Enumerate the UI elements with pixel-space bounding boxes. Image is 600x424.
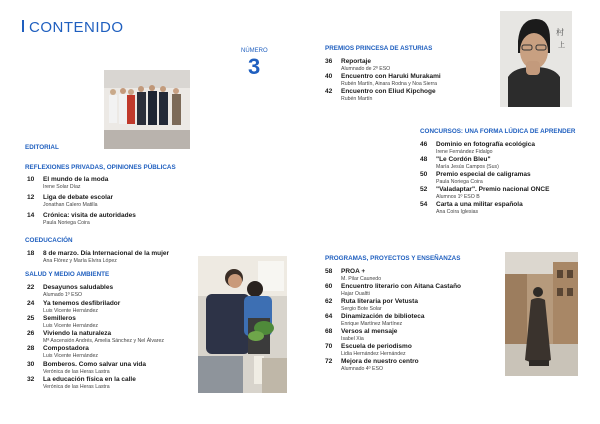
page-title: CONTENIDO	[29, 19, 124, 36]
section-coeducacion: COEDUCACIÓN	[25, 237, 73, 244]
title-rule	[22, 20, 24, 32]
statue-photo	[505, 252, 578, 376]
section-programas: PROGRAMAS, PROYECTOS Y ENSEÑANZAS	[325, 255, 461, 262]
section-editorial: EDITORIAL	[25, 144, 59, 151]
section-premios: PREMIOS PRINCESA DE ASTURIAS	[325, 45, 433, 52]
students-plants-photo	[198, 256, 287, 393]
issue-number: 3	[248, 54, 261, 79]
authorities-photo	[104, 70, 190, 149]
section-concursos: CONCURSOS: UNA FORMA LÚDICA DE APRENDER	[420, 128, 576, 135]
issue-label: NÚMERO	[241, 48, 268, 54]
svg-text:村: 村	[556, 28, 564, 37]
murakami-photo	[500, 11, 572, 107]
section-salud: SALUD Y MEDIO AMBIENTE	[25, 271, 110, 278]
section-reflexiones: REFLEXIONES PRIVADAS, OPINIONES PÚBLICAS	[25, 164, 176, 171]
svg-text:上: 上	[558, 41, 565, 49]
